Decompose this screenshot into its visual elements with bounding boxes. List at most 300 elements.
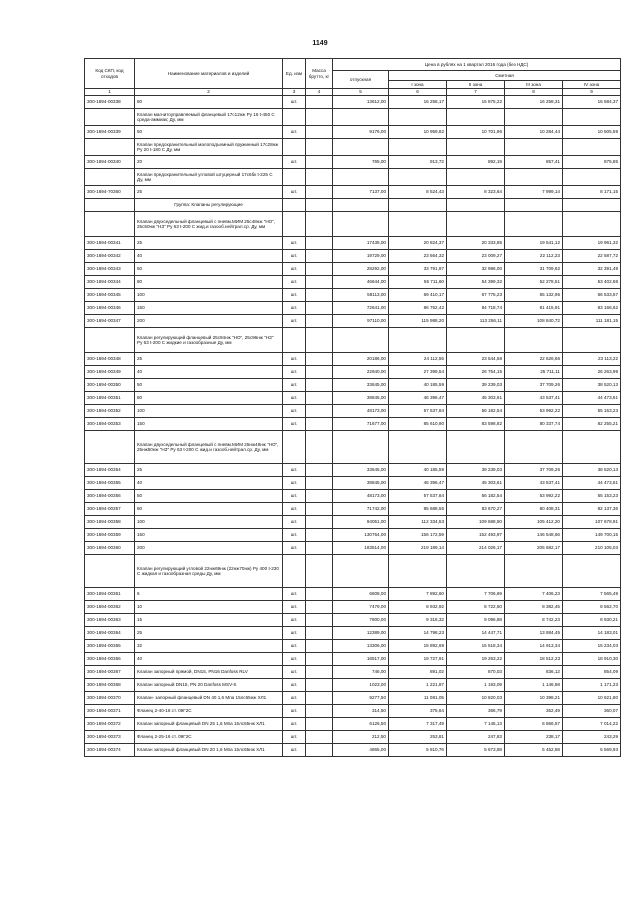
empty-cell (505, 328, 563, 353)
item-name: 6 (135, 588, 283, 601)
table-row (85, 302, 621, 315)
item-name: 20 (135, 156, 283, 169)
price-zone-2: 54 399,32 (447, 276, 505, 289)
item-name: 150 (135, 529, 283, 542)
header-unit: Ед. изм (283, 59, 306, 89)
price-zone-2: 15 518,34 (447, 640, 505, 653)
table-row (85, 744, 621, 757)
empty-cell (333, 139, 389, 156)
item-unit: шт. (283, 640, 306, 653)
item-code: 300-1694-00373 (85, 731, 135, 744)
item-mass (306, 718, 333, 731)
item-code: 300-1694-00367 (85, 666, 135, 679)
item-unit: шт. (283, 705, 306, 718)
price-zone-4: 111 181,15 (563, 315, 621, 328)
price-zone-1: 57 537,84 (389, 405, 447, 418)
item-name: Фланец 2-40-16 ст. 09Г2С (135, 705, 283, 718)
item-name: 150 (135, 418, 283, 431)
table-body (85, 96, 621, 757)
item-code: 300-1694-00341 (85, 237, 135, 250)
table-row (85, 405, 621, 418)
item-mass (306, 601, 333, 614)
item-code: 300-1694-00354 (85, 464, 135, 477)
item-code: 300-1694-00348 (85, 353, 135, 366)
price-zone-2: 109 688,50 (447, 516, 505, 529)
empty-cell (283, 199, 306, 212)
item-code: 300-1694-00340 (85, 156, 135, 169)
empty-cell (306, 431, 333, 464)
price-zone-1: 57 537,84 (389, 490, 447, 503)
item-name: 50 (135, 379, 283, 392)
price-zone-3: 8 742,23 (505, 614, 563, 627)
table-row (85, 666, 621, 679)
price-zone-4: 44 473,61 (563, 392, 621, 405)
price-zone-4: 26 263,99 (563, 366, 621, 379)
price-release: 97110,00 (333, 315, 389, 328)
price-zone-3: 7 999,14 (505, 186, 563, 199)
empty-cell (333, 328, 389, 353)
item-mass (306, 276, 333, 289)
price-release: 22940,00 (333, 366, 389, 379)
description-row (85, 212, 621, 237)
price-zone-1: 20 824,37 (389, 237, 447, 250)
price-zone-4: 38 520,13 (563, 379, 621, 392)
price-zone-4: 8 562,70 (563, 601, 621, 614)
empty-cell (389, 169, 447, 186)
price-zone-4: 107 678,91 (563, 516, 621, 529)
table-row (85, 366, 621, 379)
price-zone-3: 80 408,31 (505, 503, 563, 516)
price-zone-2: 9 096,88 (447, 614, 505, 627)
col-number: 3 (283, 89, 306, 96)
item-unit: шт. (283, 418, 306, 431)
item-mass (306, 237, 333, 250)
item-description: Клапан регулирующий угловой 22нж69нж (22нж70нж) Ру 400 t-230 С жидкая и газообразная среды Ду, мм (135, 555, 283, 588)
item-name: 25 (135, 353, 283, 366)
item-unit: шт. (283, 156, 306, 169)
price-zone-2: 366,79 (447, 705, 505, 718)
price-zone-3: 8 382,45 (505, 601, 563, 614)
table-row (85, 516, 621, 529)
item-name: 100 (135, 405, 283, 418)
item-code: 300-1694-00349 (85, 366, 135, 379)
price-zone-3: 16 258,31 (505, 96, 563, 109)
item-unit: шт. (283, 490, 306, 503)
item-code: 300-1694-00371 (85, 705, 135, 718)
price-zone-3: 80 337,74 (505, 418, 563, 431)
table-row (85, 692, 621, 705)
price-release: 48173,00 (333, 490, 389, 503)
price-zone-3: 81 415,91 (505, 302, 563, 315)
price-zone-3: 22 112,23 (505, 250, 563, 263)
price-zone-3: 14 913,34 (505, 640, 563, 653)
item-description: Клапан двухседельный фланцевый с пневм.МИМ 25нж48нж "НО", 25нж50нж "НЗ" Ру 63 t-200 С жид.и газооб.нейтрал.ср. Ду, мм (135, 431, 283, 464)
item-mass (306, 679, 333, 692)
item-name: 25 (135, 186, 283, 199)
empty-cell (505, 431, 563, 464)
item-name: Клапан запорный фланцевый DN 25 1,6 Мпа 15лс65нж ХЛ1 (135, 718, 283, 731)
item-mass (306, 503, 333, 516)
item-code: 300-1694-00351 (85, 392, 135, 405)
price-zone-1: 11 081,05 (389, 692, 447, 705)
price-zone-3: 13 884,45 (505, 627, 563, 640)
price-zone-1: 33 791,97 (389, 263, 447, 276)
table-row (85, 627, 621, 640)
price-zone-2: 23 009,27 (447, 250, 505, 263)
item-mass (306, 542, 333, 555)
price-zone-4: 8 930,21 (563, 614, 621, 627)
price-release: 33645,00 (333, 379, 389, 392)
item-code (85, 431, 135, 464)
table-row (85, 705, 621, 718)
price-zone-4: 19 961,32 (563, 237, 621, 250)
empty-cell (389, 328, 447, 353)
item-description: Клапан регулирующий фланцевый 25с94нж "НО", 25с96нж "НЗ" Ру 63 t-200 С жидкие и газообразные Ду, мм (135, 328, 283, 353)
price-zone-4: 875,85 (563, 156, 621, 169)
item-unit: шт. (283, 503, 306, 516)
item-unit: шт. (283, 353, 306, 366)
price-release: 38845,00 (333, 477, 389, 490)
price-release: 7479,00 (333, 601, 389, 614)
col-number: 7 (447, 89, 505, 96)
empty-cell (447, 199, 505, 212)
item-code: 300-1694-00370 (85, 692, 135, 705)
price-release: 13612,00 (333, 96, 389, 109)
price-zone-4: 53 402,68 (563, 276, 621, 289)
price-release: 7137,00 (333, 186, 389, 199)
item-name: 40 (135, 250, 283, 263)
price-zone-1: 1 221,87 (389, 679, 447, 692)
price-zone-1: 85 610,90 (389, 418, 447, 431)
item-unit: шт. (283, 315, 306, 328)
item-unit: шт. (283, 692, 306, 705)
empty-cell (306, 199, 333, 212)
price-zone-2: 10 820,03 (447, 692, 505, 705)
item-mass (306, 418, 333, 431)
empty-cell (447, 431, 505, 464)
item-unit: шт. (283, 744, 306, 757)
price-zone-4: 18 910,30 (563, 653, 621, 666)
price-zone-4: 22 587,72 (563, 250, 621, 263)
price-zone-1: 913,72 (389, 156, 447, 169)
col-number: 4 (306, 89, 333, 96)
item-name: 200 (135, 315, 283, 328)
price-zone-2: 152 493,97 (447, 529, 505, 542)
item-unit: шт. (283, 679, 306, 692)
price-zone-2: 67 775,23 (447, 289, 505, 302)
item-name: 25 (135, 627, 283, 640)
empty-cell (447, 212, 505, 237)
price-zone-1: 10 959,82 (389, 126, 447, 139)
page-number: 1149 (312, 40, 328, 47)
price-release: 20186,00 (333, 353, 389, 366)
table-row (85, 263, 621, 276)
price-zone-3: 205 682,17 (505, 542, 563, 555)
empty-cell (563, 328, 621, 353)
price-release: 765,00 (333, 156, 389, 169)
item-unit: шт. (283, 250, 306, 263)
description-row (85, 555, 621, 588)
price-release: 33645,00 (333, 464, 389, 477)
col-number: 8 (505, 89, 563, 96)
price-release: 16517,00 (333, 653, 389, 666)
col-number: 9 (563, 89, 621, 96)
price-zone-3: 857,41 (505, 156, 563, 169)
item-mass (306, 627, 333, 640)
price-zone-2: 83 670,27 (447, 503, 505, 516)
table-row (85, 588, 621, 601)
price-zone-3: 37 709,26 (505, 464, 563, 477)
table-row (85, 601, 621, 614)
item-mass (306, 464, 333, 477)
item-name: 100 (135, 289, 283, 302)
item-unit: шт. (283, 302, 306, 315)
price-zone-4: 149 700,15 (563, 529, 621, 542)
price-zone-3: 7 406,23 (505, 588, 563, 601)
item-mass (306, 653, 333, 666)
price-release: 6608,00 (333, 588, 389, 601)
table-row (85, 503, 621, 516)
item-name: Клапан- запорный фланцевый DN 40 1,6 Мпа 15лс65нж ХЛ1 (135, 692, 283, 705)
item-mass (306, 379, 333, 392)
price-release: 28292,00 (333, 263, 389, 276)
table-row (85, 490, 621, 503)
empty-cell (563, 169, 621, 186)
item-unit: шт. (283, 276, 306, 289)
item-unit: шт. (283, 96, 306, 109)
item-mass (306, 315, 333, 328)
header-zone-4: IV зона (563, 81, 621, 89)
table-row (85, 289, 621, 302)
item-unit: шт. (283, 126, 306, 139)
item-name: 50 (135, 490, 283, 503)
table-row (85, 418, 621, 431)
item-name: 25 (135, 464, 283, 477)
item-name: 25 (135, 237, 283, 250)
empty-cell (306, 328, 333, 353)
price-zone-2: 39 239,03 (447, 379, 505, 392)
item-mass (306, 156, 333, 169)
table-row (85, 379, 621, 392)
empty-cell (306, 109, 333, 126)
price-zone-4: 38 520,13 (563, 464, 621, 477)
price-release: 183514,00 (333, 542, 389, 555)
group-title: Группа: Клапаны регулирующие (135, 199, 283, 212)
price-zone-3: 31 709,62 (505, 263, 563, 276)
price-zone-4: 83 166,62 (563, 302, 621, 315)
table-row (85, 96, 621, 109)
empty-cell (333, 109, 389, 126)
price-zone-4: 243,29 (563, 731, 621, 744)
header-price-title: Цена в рублях на 1 квартал 2016 года (без НДС) (333, 59, 621, 71)
item-name: 40 (135, 477, 283, 490)
item-mass (306, 640, 333, 653)
item-code (85, 212, 135, 237)
price-zone-3: 836,12 (505, 666, 563, 679)
price-zone-1: 16 258,17 (389, 96, 447, 109)
item-name: 50 (135, 126, 283, 139)
item-unit: шт. (283, 366, 306, 379)
empty-cell (563, 139, 621, 156)
item-mass (306, 744, 333, 757)
table-row (85, 614, 621, 627)
item-mass (306, 666, 333, 679)
price-zone-1: 375,64 (389, 705, 447, 718)
price-zone-4: 16 584,37 (563, 96, 621, 109)
empty-cell (283, 328, 306, 353)
price-zone-4: 44 473,61 (563, 477, 621, 490)
price-zone-2: 14 447,71 (447, 627, 505, 640)
item-name: 40 (135, 653, 283, 666)
price-zone-4: 360,07 (563, 705, 621, 718)
item-name: 10 (135, 601, 283, 614)
price-zone-3: 105 412,20 (505, 516, 563, 529)
item-mass (306, 477, 333, 490)
table-row (85, 392, 621, 405)
price-zone-2: 247,83 (447, 731, 505, 744)
table-row (85, 542, 621, 555)
price-zone-2: 20 333,85 (447, 237, 505, 250)
price-zone-3: 238,17 (505, 731, 563, 744)
empty-cell (389, 199, 447, 212)
item-name: 150 (135, 302, 283, 315)
empty-cell (306, 555, 333, 588)
table-row (85, 250, 621, 263)
table-row (85, 477, 621, 490)
item-mass (306, 490, 333, 503)
price-table (84, 58, 621, 757)
price-zone-2: 84 718,74 (447, 302, 505, 315)
empty-cell (447, 109, 505, 126)
price-zone-4: 82 137,36 (563, 503, 621, 516)
price-zone-3: 19 541,12 (505, 237, 563, 250)
price-zone-3: 6 866,57 (505, 718, 563, 731)
item-name: 50 (135, 263, 283, 276)
item-unit: шт. (283, 588, 306, 601)
table-header (85, 59, 621, 96)
item-unit: шт. (283, 614, 306, 627)
item-code: 300-1694-00357 (85, 503, 135, 516)
table-row (85, 186, 621, 199)
empty-cell (389, 139, 447, 156)
price-zone-1: 9 316,32 (389, 614, 447, 627)
item-unit: шт. (283, 601, 306, 614)
table-row (85, 276, 621, 289)
table-row (85, 237, 621, 250)
price-zone-2: 870,03 (447, 666, 505, 679)
price-zone-1: 8 932,92 (389, 601, 447, 614)
price-zone-1: 46 396,47 (389, 477, 447, 490)
empty-cell (505, 199, 563, 212)
item-code: 300-1694-00355 (85, 477, 135, 490)
item-code: 300-1694-00366 (85, 653, 135, 666)
price-release: 6126,50 (333, 718, 389, 731)
price-zone-3: 65 132,95 (505, 289, 563, 302)
item-name: 80 (135, 392, 283, 405)
table-row (85, 126, 621, 139)
table-row (85, 529, 621, 542)
table-row (85, 718, 621, 731)
item-mass (306, 353, 333, 366)
item-code: 300-1694-00342 (85, 250, 135, 263)
item-code: 300-1694-00346 (85, 302, 135, 315)
item-name: Клапан запорный фланцевый DN 20 1,6 Мпа 15лс65нж ХЛ1 (135, 744, 283, 757)
price-release: 1023,00 (333, 679, 389, 692)
price-zone-4: 7 014,22 (563, 718, 621, 731)
price-zone-1: 156 172,59 (389, 529, 447, 542)
empty-cell (563, 555, 621, 588)
empty-cell (283, 109, 306, 126)
price-release: 17435,00 (333, 237, 389, 250)
price-zone-1: 86 762,42 (389, 302, 447, 315)
item-code: 300-1694-00362 (85, 601, 135, 614)
price-zone-4: 10 621,80 (563, 692, 621, 705)
price-release: 12389,00 (333, 627, 389, 640)
price-zone-3: 18 512,23 (505, 653, 563, 666)
price-zone-4: 10 505,59 (563, 126, 621, 139)
column-number-row (85, 89, 621, 96)
item-code (85, 109, 135, 126)
price-release: 4865,00 (333, 744, 389, 757)
item-description: Клапан магнитоуправляемый фланцевый 17с12нж Ру 16 t-450 С среда-аммиак; Ду, мм (135, 109, 283, 126)
price-zone-2: 23 544,58 (447, 353, 505, 366)
table-row (85, 353, 621, 366)
price-zone-3: 22 626,66 (505, 353, 563, 366)
col-number: 5 (333, 89, 389, 96)
price-zone-2: 7 706,69 (447, 588, 505, 601)
price-zone-1: 253,81 (389, 731, 447, 744)
item-unit: шт. (283, 529, 306, 542)
item-name: Фланец 2-25-16 ст. 09Г2С (135, 731, 283, 744)
empty-cell (333, 212, 389, 237)
empty-cell (389, 212, 447, 237)
price-zone-2: 19 263,22 (447, 653, 505, 666)
item-unit: шт. (283, 731, 306, 744)
item-mass (306, 692, 333, 705)
item-unit: шт. (283, 237, 306, 250)
item-mass (306, 731, 333, 744)
item-code: 300-1694-00364 (85, 627, 135, 640)
item-mass (306, 392, 333, 405)
col-number: 6 (389, 89, 447, 96)
item-name: 80 (135, 276, 283, 289)
empty-cell (333, 555, 389, 588)
header-zone-3: III зона (505, 81, 563, 89)
price-zone-4: 82 255,21 (563, 418, 621, 431)
header-estimate: Сметная (389, 71, 621, 81)
empty-cell (283, 555, 306, 588)
item-unit: шт. (283, 392, 306, 405)
price-zone-2: 1 193,09 (447, 679, 505, 692)
item-code (85, 139, 135, 156)
description-row (85, 139, 621, 156)
price-zone-3: 1 146,58 (505, 679, 563, 692)
empty-cell (505, 555, 563, 588)
item-description: Клапан двухседельный фланцевый с пневм.МИМ 25с48нж "НО", 25с50нж "НЗ" Ру 63 t-200 С жид.и газооб.нейтрал.ср. Ду, мм (135, 212, 283, 237)
item-code: 300-1694-00350 (85, 379, 135, 392)
price-zone-4: 1 171,23 (563, 679, 621, 692)
price-zone-2: 892,19 (447, 156, 505, 169)
item-unit: шт. (283, 627, 306, 640)
empty-cell (333, 431, 389, 464)
price-zone-1: 115 988,20 (389, 315, 447, 328)
price-zone-4: 210 105,03 (563, 542, 621, 555)
price-release: 9176,00 (333, 126, 389, 139)
price-zone-1: 85 688,55 (389, 503, 447, 516)
item-unit: шт. (283, 718, 306, 731)
price-zone-3: 43 537,41 (505, 477, 563, 490)
price-zone-2: 83 598,82 (447, 418, 505, 431)
